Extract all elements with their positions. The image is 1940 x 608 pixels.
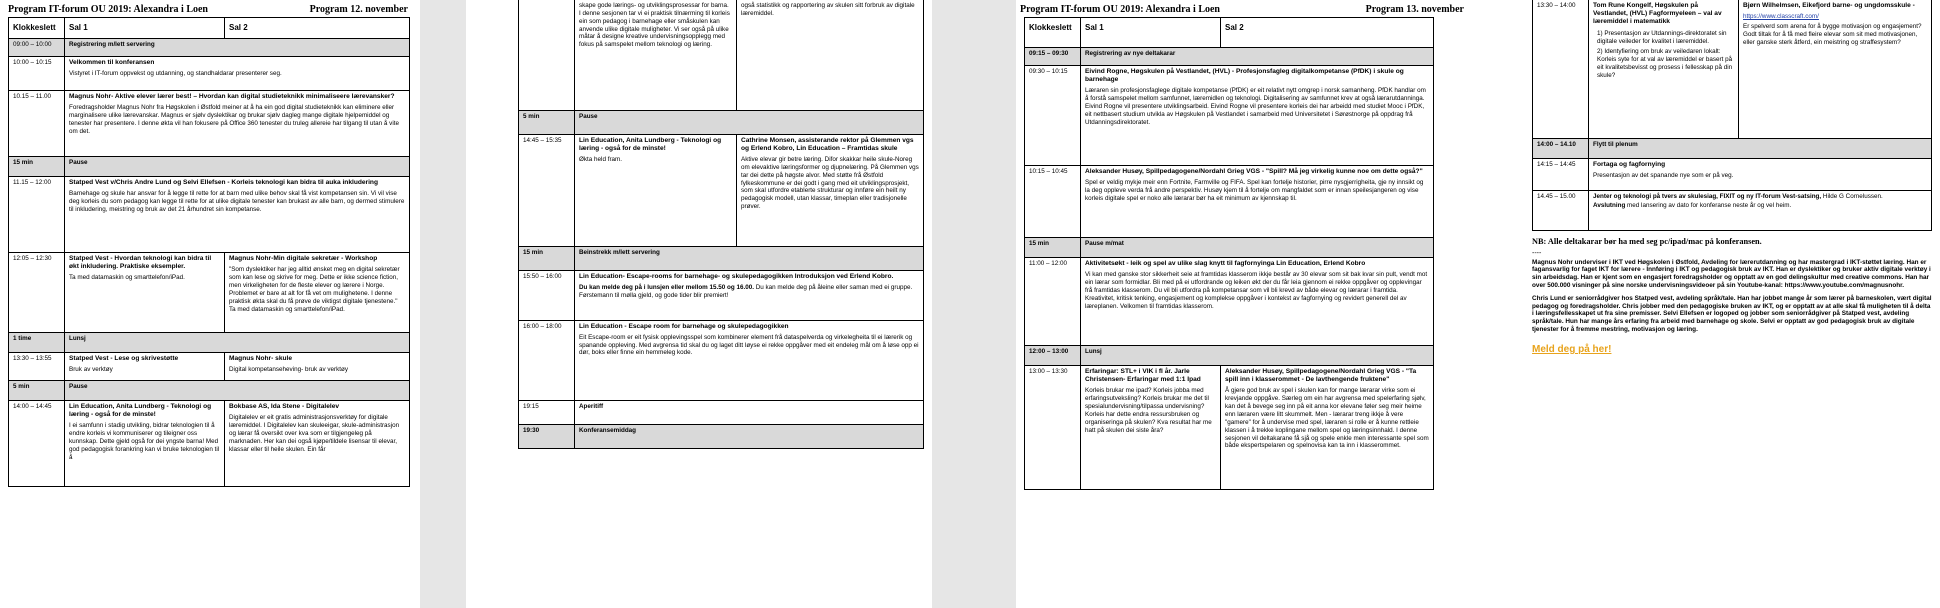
page-2 (466, 0, 932, 608)
session-body-bold: Du kan melde deg på i lunsjen eller mellom 15.50 og 16.00. (579, 283, 754, 291)
session-title: Eivind Rogne, Høgskulen på Vestlandet, (HVL) - Profesjonsfagleg digitalkompetanse (PfDK) i skule og barnehage (1085, 68, 1404, 84)
session-title: Registrering av nye deltakarar (1085, 50, 1176, 57)
table-row (519, 134, 924, 246)
session-title: Lin Education, Anita Lundberg - Teknologi og læring - også for de minste! (69, 403, 212, 419)
session-body: Foredragsholder Magnus Nohr fra Høgskolen i Østfold meiner at å ha ein god digital studieteknikk kan eliminere eller marginalisere ulike lærevanskar. Magnus er sjølv dyslektikar og brukar sjølv dagleg mange digitale hjelpemiddel og tenester har presentere. I denne økta vil han fokusere på Office 360 tenester du truleg allereie har tilgang til utan å vite om det. (69, 104, 399, 135)
session-title: Fortaga og fagfornying (1593, 160, 1666, 168)
row-time: 09:30 – 10:15 (1025, 66, 1081, 166)
row-time: 11:00 – 12:00 (1025, 258, 1081, 346)
row-time: 13:00 – 13:30 (1025, 366, 1081, 490)
row-time: 1 time (9, 333, 65, 353)
session-title: Pause (69, 159, 88, 166)
session-title: Aleksander Husøy, Spillpedagogene/Nordahl Grieg VGS - "Ta spill inn i klasserommet - De lavthengende fruktene" (1225, 368, 1417, 384)
session-title: Magnus Nohr- Aktive elever lærer best! – Hvordan kan digital studieteknikk minimaliseere lærevansker? (69, 93, 395, 100)
page-header (8, 4, 410, 15)
table-row (1533, 190, 1932, 230)
table-header-row (1025, 18, 1434, 48)
session-title: Aleksander Husøy, Spillpedagogene/Nordahl Grieg VGS - "Spill? Må jeg virkelig kunne noe om dette også?" (1085, 168, 1423, 175)
session-title: Lin Education, Anita Lundberg - Teknologi og læring - også for de minste! (579, 136, 722, 152)
table-row (1025, 366, 1434, 490)
table-header-row (9, 18, 410, 39)
session-title: Aperitiff (579, 402, 604, 410)
header-sal2: Sal 2 (225, 18, 410, 39)
session-body: I ei samfunn i stadig utvikling, bidrar teknologien til å endre korleis vi kommuniserer og tileigner oss kunnskap. Dette gjeld også for dei yngste barna! Med god pedagogisk forankring kan vi bruke teknologien til å (69, 422, 220, 461)
speaker-bio: Magnus Nohr underviser i IKT ved Høgskolen i Østfold, Avdeling for lærerutdanning og har mastergrad i IKT-støttet læring. Han er fagansvarlig for faget IKT for lærere - Innføring i IKT og pedagogisk bruk av IKT. Han er dyslektiker og bruker aktiv digitale verktøy i sin arbeidsdag. Han er kjent som en engasjert foredragsholder og opptatt av en god delingskultur med creative commons. Han har over 500.000 visninger på sine norske undervisningsvideoer på sin Youtube-kanal: https://www.youtube.com/magnusnohr. (1532, 258, 1931, 289)
table-row (1025, 258, 1434, 346)
row-time: 09:15 – 09:30 (1025, 48, 1081, 66)
session-title: Lin Education- Escape-rooms for barnehage- og skulepedagogikken Introduksjon ved Erlend Kobro. (579, 272, 894, 280)
list-item: 1) Presentasjon av Utdannings-direktoratet sin digitale veileder for kvalitet i læremiddel. (1597, 29, 1727, 45)
session-title: Erfaringar: STL+ i VIK i fl år. Jarle Christensen- Erfaringar med 1:1 Ipad (1085, 368, 1201, 384)
row-time (519, 0, 575, 110)
table-row (1533, 138, 1932, 158)
page-3 (1016, 0, 1482, 608)
session-body: Vistyret i IT-forum oppvekst og utdanning, og standhaldarar presenterer seg. (69, 70, 282, 78)
session-title: Cathrine Monsen, assisterande rektor på Glemmen vgs og Erlend Kobro, Lin Education – Framtidas skule (741, 136, 914, 152)
session-title: Velkommen til konferansen (69, 59, 155, 66)
table-row (519, 320, 924, 400)
row-time: 19:30 (519, 424, 575, 448)
numbered-list (1593, 30, 1734, 80)
row-time: 09:00 – 10:00 (9, 39, 65, 57)
table-row (9, 333, 410, 353)
session-title: Bjørn Wilhelmsen, Eikefjord barne- og ungdomsskule - (1743, 2, 1915, 9)
row-time: 13:30 – 13:55 (9, 353, 65, 381)
session-title: Statped Vest - Lese og skrivestøtte (69, 355, 179, 362)
table-row (519, 246, 924, 270)
table-row (9, 353, 410, 381)
session-body: Presentasjon av det spanande nye som er på veg. (1593, 171, 1734, 179)
table-row (1025, 66, 1434, 166)
table-row (9, 157, 410, 177)
header-sal1: Sal 1 (1081, 18, 1221, 48)
row-time: 14.45 – 15.00 (1533, 190, 1589, 230)
session-title: Magnus Nohr- skule (229, 355, 293, 362)
page-header (1020, 4, 1472, 15)
page-title: Program IT-forum OU 2019: Alexandra i Loen (1020, 4, 1220, 15)
session-body: skape gode lærings- og utviklingsprosessar for barna. I denne sesjonen tar vi ei praktisk tilnærming til korleis ein som pedagog i barnehage eller småskulen kan anvende ulike digitale muligheter. Vi ser også på ulike måtar å designe kreative undervisningsopplegg med fokus på samspelet mellom teknologi og læring. (579, 2, 730, 49)
program-date: Program 13. november (1365, 4, 1464, 15)
register-link[interactable]: Meld deg på her! (1532, 343, 1612, 355)
row-time: 14:45 – 15:35 (519, 134, 575, 246)
session-body: Du kan melde deg på åleine eller saman med ei gruppe. Førstemann til mølla gjeld, og gode tider blir premiert! (579, 283, 913, 299)
session-title: Pause (579, 112, 598, 120)
session-body: "Som dyslektiker har jeg alltid ønsket meg en digital sekretær som kan lese og skrive for meg. Dette er ikke science fiction, men virkeligheten for de fleste elever og lærere i Norge. Problemet er bare at alt for få vet om mulighetene. I denne praktisk økta skal du få prøve de viktigst digitale tjenestene." Ta med datamaskin og smarttelefon/iPad. (229, 266, 400, 313)
table-row (1025, 238, 1434, 258)
session-body: med lansering av dato for konferanse neste år og vel heim. (1625, 202, 1792, 210)
session-body: Ta med datamaskin og smarttelefon/iPad. (69, 274, 185, 282)
header-sal2: Sal 2 (1221, 18, 1434, 48)
header-time: Klokkeslett (1025, 18, 1081, 48)
session-body: Læraren sin profesjonsfaglege digitale kompetanse (PfDK) er eit relativt nytt omgrep i norsk samanheng. PfDK handlar om å forstå samspelet mellom samfunnet, læremidlen og teknologi. Digitalisering av samfunnet krev at også lærarutdanninga. Eivind Rogne vil presentere utviklingsarbeid. Eivind Rogne vil presentere korleis dei har arbeidd med studiet Mooc i PfDK, eit nettbasert studium utvikla av Høgskulen på Vestlandet i samarbeid med Universitetet i Sørøstnorge på oppdrag frå Utdanningsdirektoratet. (1085, 87, 1426, 126)
session-title: Aktivitetsøkt - leik og spel av ulike slag knytt til fagfornyinga Lin Education, Erlend Kobro (1085, 260, 1366, 267)
classcraft-link[interactable]: https://www.classcraft.com/ (1743, 13, 1819, 21)
row-time: 15 min (519, 246, 575, 270)
session-body: Spel er veldig mykje meir enn Fortnite, Farmville og FIFA. Spel kan fortelje historier, pirre nysgjerrigheita, gje ny innsikt og la deg oppleve verda frå andre perspektiv. Husøy kjem til å fortelje om mangfaldet som er innan speilesjangeren og vise korleis digitale spel er noko alle lærarar bør ha eit minimum av kjennskap til. (1085, 179, 1424, 202)
row-time: 19:15 (519, 400, 575, 424)
schedule-table (1532, 0, 1932, 231)
page-title: Program IT-forum OU 2019: Alexandra i Loen (8, 4, 208, 15)
session-body: Vi kan med ganske stor sikkerheit seie at framtidas klasserom ikkje består av 30 elevar som sit bak kvar sin pult, vendt mot ein lærar som formidlar. Bli med på ei utfordrande og leiken økt der du får leia gjennom ei rekke oppgåver og opplevingar frå framtidas klasserom. Du vil bli utfordra på kompetansar som vil bli krevd av både elevar og lærarar i framtida. Kreativitet, kritisk tenking, engasjement og komplekse oppgåver i kontekst av fagfornying og revidert generell del av læreplanen. Velkomen til framtidas klasserom. (1085, 271, 1428, 310)
schedule-table (1024, 17, 1434, 490)
row-time: 5 min (9, 381, 65, 401)
table-row (1025, 346, 1434, 366)
table-row (9, 91, 410, 157)
separator-text: ---- (1532, 249, 1542, 257)
program-date: Program 12. november (309, 4, 408, 15)
session-speaker: Hilde G Cornelussen. (1821, 192, 1883, 200)
table-row (9, 253, 410, 333)
table-row (9, 177, 410, 253)
row-time: 10:00 – 10:15 (9, 57, 65, 91)
table-row (519, 270, 924, 320)
schedule-table (8, 17, 410, 487)
row-time: 16:00 – 18:00 (519, 320, 575, 400)
session-body: Eit Escape-room er eit fysisk opplevingsspel som kombinerer element frå dataspelverda og virkelegheita til ei lærerik og spanande oppleving. Med avgrensa tid skal du og laget ditt løyse ei rekke oppgåver med eit endeleg mål om å løse opp ei dør, boks eller finne ein hemmeleg kode. (579, 333, 919, 357)
table-row (519, 0, 924, 110)
table-row (519, 400, 924, 424)
session-body: Digitalelev er eit gratis administrasjonsverktøy for digitale læremiddel. I Digitalelev kan skuleeigar, skule-administrasjon og lærar få oversikt over kva som er tilgjengeleg på marknaden. Her kan dei også kjøpe/tildele lisensar til elevar, klassar eller til heile skulen. Ein får (229, 414, 400, 453)
list-item: 2) Identyfiering om bruk av veiledaren lokalt: Korleis syte for at val av læremiddel er basert på eit kvalitetsbevisst og prosess i fellesskap på din skule? (1597, 48, 1733, 79)
session-body: Økta held fram. (579, 155, 623, 163)
session-body: Korleis brukar me ipad? Korleis jobba med erfaringsutveksling? Korleis brukar me det til spesialundervisning/tilpassa undervisning? Korleis har dette endra ressursbruken og organiseringa på skulen? Kva resultat har me hatt på skulen dei siste åra? (1085, 387, 1212, 434)
session-body: også statistikk og rapportering av skulen sitt forbruk av digitale læremiddel. (741, 2, 915, 17)
page-1 (0, 0, 420, 608)
row-time: 14:00 – 14.10 (1533, 138, 1589, 158)
table-row (1025, 48, 1434, 66)
session-title: Tom Rune Kongelf, Høgskulen på Vestlandet, (HVL) Fagformyeleen – val av læremiddel i matematikk (1593, 2, 1722, 26)
note-text: NB: Alle deltakarar bør ha med seg pc/ipad/mac på konferansen. (1532, 236, 1762, 246)
session-title: Statped Vest - Hvordan teknologi kan bidra til økt inkludering. Praktiske eksempler. (69, 255, 212, 271)
session-title: Lunsj (1085, 348, 1102, 355)
row-time: 12:00 – 13:00 (1025, 346, 1081, 366)
row-time: 11.15 – 12:00 (9, 177, 65, 253)
session-body: Aktive elevar gir betre læring. Difor skakkar heile skule-Noreg om elevaktive læringsformer og djupnelæring. På Glemmen vgs tar dei dette på høgste alvor. Med støtte frå Østfold fylkeskommune er dei godt i gang med eit utviklingsprosjekt, som skal utfordre etablerte strukturar og innføre ein heilt ny pedagogisk modell, utan klassar, timeplan eller tradisjonelle prøver. (741, 155, 919, 211)
session-title: Magnus Nohr-Min digitale sekretær - Workshop (229, 255, 378, 262)
table-row (9, 57, 410, 91)
session-title: Flytt til plenum (1593, 140, 1638, 148)
session-body-bold: Avslutning (1593, 202, 1626, 210)
session-body: Å gjere god bruk av spel i skulen kan for mange lærarar virke som ei krevjande oppgåve. Særleg om ein har avgrensa med spelerfaring sjølv, kan det å bevege seg inn på eit anna kor elevane føler seg meir heime enn læraren være litt skummelt. Men - lærarar treng ikkje å vere "gamere" for å undervise med spel, læraren si rolle er å kunne rettleie klassen i å trekke koplingane mellom spel og læringsinnhald. I denne sesjonen vil deltakarane få sjå og spele enkle men interessante spel som både ekspertspelaren og spelnovisa kan ta inn i klasserommet. (1225, 387, 1429, 450)
row-time: 13:30 – 14:00 (1533, 0, 1589, 138)
schedule-table (518, 0, 924, 449)
session-title: Pause (69, 383, 88, 390)
session-body: Bruk av verktøy (69, 366, 113, 374)
session-body: Er spelverd som arena for å bygge motivasjon og engasjement? Godt tiltak for å få med fleire elevar som sit med motivasjonen, eller ganske sterk åtferd, ein meistring og straffesystem? (1743, 23, 1922, 46)
page-4 (1480, 0, 1940, 608)
header-sal1: Sal 1 (65, 18, 225, 39)
row-time: 10.15 – 11.00 (9, 91, 65, 157)
row-time: 14:00 – 14:45 (9, 401, 65, 487)
table-row (1025, 166, 1434, 238)
row-time: 15:50 – 16:00 (519, 270, 575, 320)
row-time: 15 min (1025, 238, 1081, 258)
session-title: Beinstrekk m/lett servering (579, 248, 660, 256)
speaker-bio: Chris Lund er seniorrådgiver hos Statped vest, avdeling språk/tale. Han har jobbet mange år som lærer på barneskolen, vært digital pedagog og foredragsholder. Chris jobber med den pedagogiske bruken av IKT, og er opptatt av at alle skal få muligheten til å delta i læringsfellesskapet ut fra sine premisser. Selvi Ellefsen er logoped og jobber som seniorrådgiver på Statped vest, avdeling språk/tale. Hun har mange års erfaring fra arbeid med barnehage og skole. Selvi er opptatt av god pedagogisk bruk av digitale tjenester for å fremme mestring, motivasjon og læring. (1532, 294, 1932, 333)
table-row (1533, 158, 1932, 190)
header-time: Klokkeslett (9, 18, 65, 39)
table-row (519, 110, 924, 134)
session-title: Lunsj (69, 335, 86, 342)
session-title: Konferansemiddag (579, 426, 637, 434)
session-title: Registrering m/lett servering (69, 41, 155, 48)
session-title: Pause m/mat (1085, 240, 1124, 247)
row-time: 12:05 – 12:30 (9, 253, 65, 333)
session-title: Jenter og teknologi på tvers av skulesiag, FIXIT og ny IT-forum Vest-satsing, (1593, 192, 1822, 200)
table-row (1533, 0, 1932, 138)
table-row (9, 39, 410, 57)
row-time: 5 min (519, 110, 575, 134)
row-time: 15 min (9, 157, 65, 177)
table-row (9, 401, 410, 487)
session-title: Statped Vest v/Chris Andre Lund og Selvi Ellefsen - Korleis teknologi kan bidra til auka inkludering (69, 179, 378, 186)
row-time: 10:15 – 10:45 (1025, 166, 1081, 238)
table-row (9, 381, 410, 401)
session-body: Digital kompetanseheving- bruk av verktøy (229, 366, 348, 374)
row-time: 14:15 – 14:45 (1533, 158, 1589, 190)
session-title: Lin Education - Escape room for barnehage og skulepedagogikken (579, 322, 789, 330)
session-body: Barnehage og skule har ansvar for å legge til rette for at barn med ulike behov skal få vist kompetansen sin. Vi vil vise deg korleis du som pedagog kan legge til rette for at ulike digitale tenester kan brukast av alle barn, og dermed stimulere til inkludering, meistring og bruk av det 21 århundret sin kompetanse. (69, 190, 405, 213)
session-title: Bokbase AS, Ida Stene - Digitalelev (229, 403, 340, 410)
table-row (519, 424, 924, 448)
